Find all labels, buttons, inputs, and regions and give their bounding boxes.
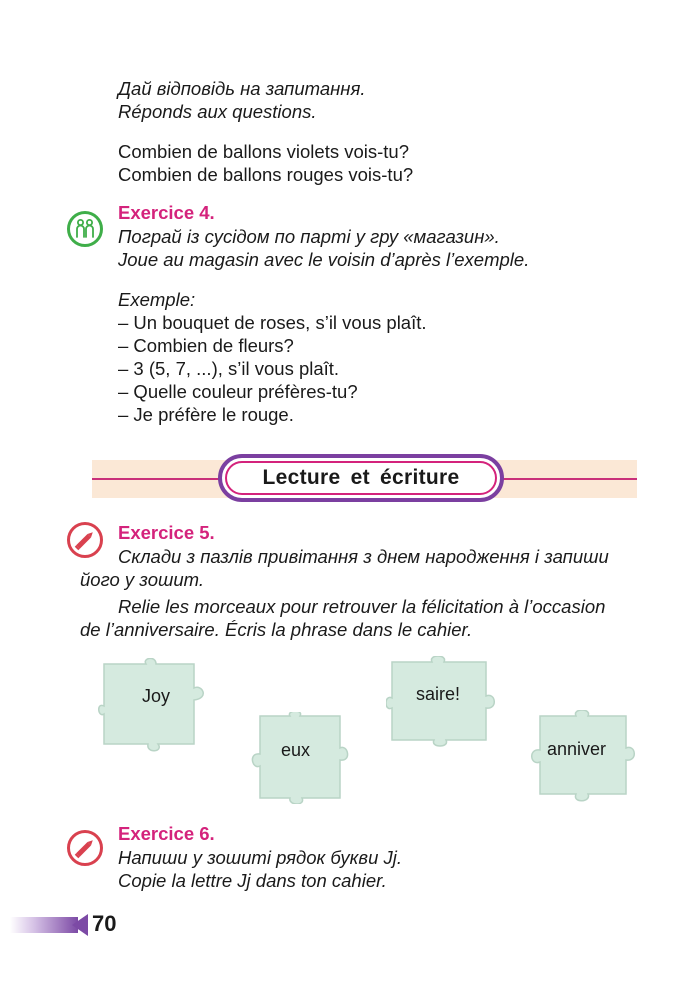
intro-instruction-fr: Réponds aux questions. [118,101,317,122]
question-2: Combien de ballons rouges vois-tu? [118,164,414,185]
puzzle-label-saire: saire! [416,684,461,704]
dialogue-line-3: – 3 (5, 7, ...), s’il vous plaît. [118,358,340,379]
puzzle-label-joy: Joy [142,686,171,706]
intro-instruction-uk: Дай відповідь на запитання. [118,78,366,99]
pencil-icon [67,522,103,558]
pencil-icon [67,830,103,866]
example-label: Exemple: [118,289,196,310]
exercise-5-title: Exercice 5. [118,522,215,543]
section-title: Lecture et écriture [262,466,460,489]
exercise-5-instruction-uk-2: його у зошит. [80,569,204,590]
puzzle-label-eux: eux [281,740,311,760]
exercise-4-instruction-uk: Пограй із сусідом по парті у гру «магазин». [118,226,500,247]
exercise-6-instruction-fr: Copie la lettre Jj dans ton cahier. [118,870,387,891]
dialogue-line-5: – Je préfère le rouge. [118,404,294,425]
question-1: Combien de ballons violets vois-tu? [118,141,410,162]
puzzle-label-anniver: anniver [547,739,607,759]
dialogue-line-2: – Combien de fleurs? [118,335,294,356]
exercise-5-instruction-uk-1: Склади з пазлів привітання з днем народження і запиши [118,546,609,567]
page-number-bar [10,917,78,933]
section-header [218,454,504,502]
exercise-4-title: Exercice 4. [118,202,215,223]
pair-work-icon [67,211,103,247]
exercise-5-instruction-fr-1: Relie les morceaux pour retrouver la félicitation à l’occasion [118,596,606,617]
dialogue-line-1: – Un bouquet de roses, s’il vous plaît. [118,312,427,333]
exercise-6-instruction-uk: Напиши у зошиті рядок букви Jj. [118,847,402,868]
exercise-4-instruction-fr: Joue au magasin avec le voisin d’après l’exemple. [118,249,530,270]
page-arrow-icon [72,914,88,936]
exercise-5-instruction-fr-2: de l’anniversaire. Écris la phrase dans le cahier. [80,619,473,640]
exercise-6-title: Exercice 6. [118,823,215,844]
page-number: 70 [92,911,117,936]
dialogue-line-4: – Quelle couleur préfères-tu? [118,381,358,402]
